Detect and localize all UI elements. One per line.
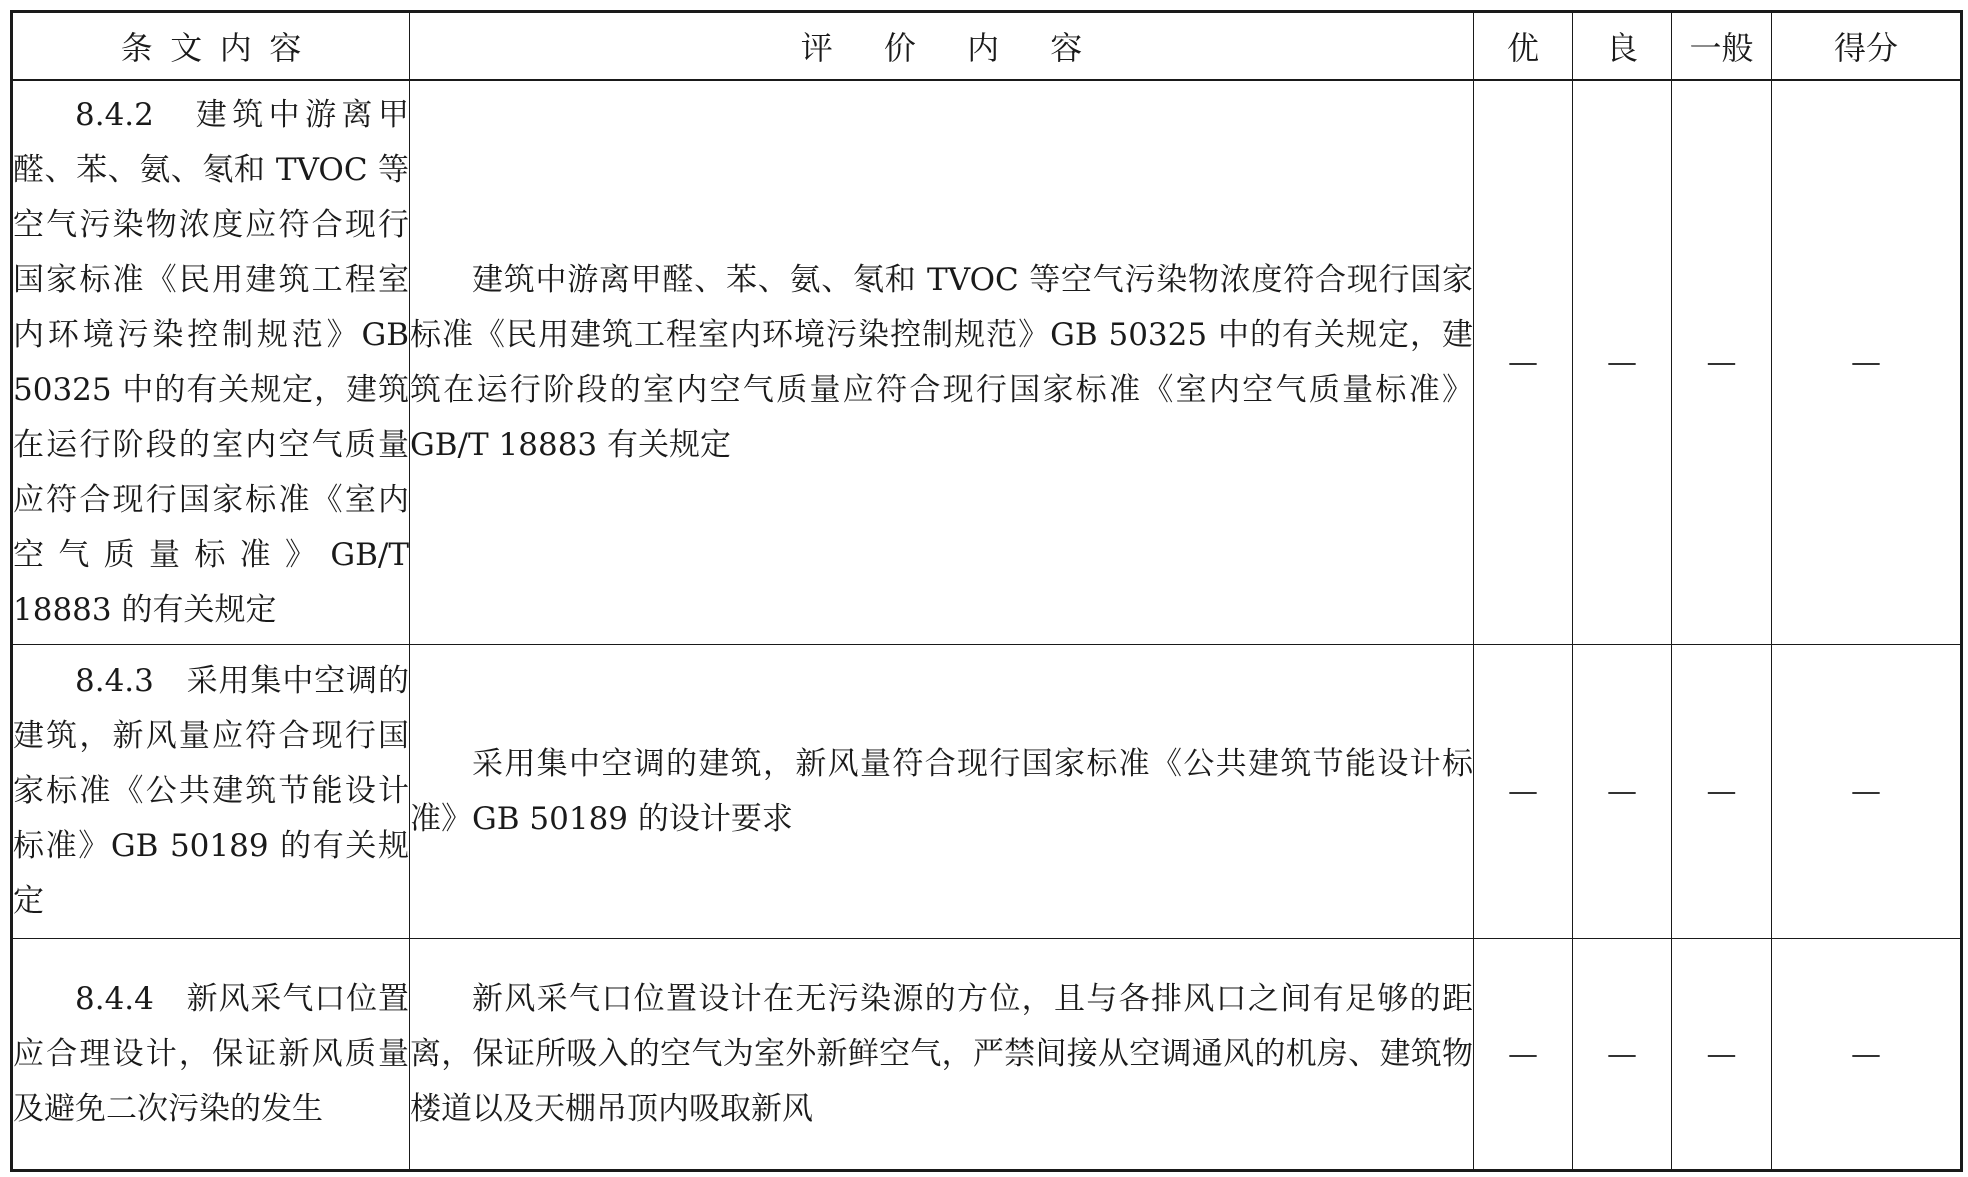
table-row xyxy=(12,80,1962,645)
table-row xyxy=(12,645,1962,939)
content-cell: 新风采气口位置设计在无污染源的方位，且与各排风口之间有足够的距离，保证所吸入的空气为室外新鲜空气，严禁间接从空调通风的机房、建筑物楼道以及天棚吊顶内吸取新风 xyxy=(410,939,1474,1171)
average-cell: — xyxy=(1672,939,1772,1171)
clause-cell: 8.4.3 采用集中空调的建筑，新风量应符合现行国家标准《公共建筑节能设计标准》GB 50189 的有关规定 xyxy=(12,645,410,939)
header-score: 得分 xyxy=(1772,12,1962,81)
content-cell: 建筑中游离甲醛、苯、氨、氡和 TVOC 等空气污染物浓度符合现行国家标准《民用建筑工程室内环境污染控制规范》GB 50325 中的有关规定，建筑在运行阶段的室内空气质量应符合现行国家标准《室内空气质量标准》GB/T 18883 有关规定 xyxy=(410,80,1474,645)
table-header xyxy=(12,12,1962,81)
content-cell: 采用集中空调的建筑，新风量符合现行国家标准《公共建筑节能设计标准》GB 50189 的设计要求 xyxy=(410,645,1474,939)
excellent-cell: — xyxy=(1474,939,1573,1171)
header-clause-label: 条文内容 xyxy=(120,29,319,67)
clause-cell: 8.4.4 新风采气口位置应合理设计，保证新风质量及避免二次污染的发生 xyxy=(12,939,410,1171)
header-good: 良 xyxy=(1573,12,1672,81)
header-evaluation-label: 评价内容 xyxy=(800,29,1134,67)
table-row xyxy=(12,939,1962,1171)
header-average: 一般 xyxy=(1672,12,1772,81)
excellent-cell: — xyxy=(1474,80,1573,645)
header-row xyxy=(12,12,1962,81)
header-excellent: 优 xyxy=(1474,12,1573,81)
score-cell: — xyxy=(1772,939,1962,1171)
excellent-cell: — xyxy=(1474,645,1573,939)
header-evaluation xyxy=(410,12,1474,81)
score-cell: — xyxy=(1772,80,1962,645)
good-cell: — xyxy=(1573,645,1672,939)
average-cell: — xyxy=(1672,80,1772,645)
good-cell: — xyxy=(1573,80,1672,645)
score-cell: — xyxy=(1772,645,1962,939)
evaluation-table xyxy=(10,10,1963,1172)
table-body xyxy=(12,80,1962,1171)
header-clause xyxy=(12,12,410,81)
clause-cell: 8.4.2 建筑中游离甲醛、苯、氨、氡和 TVOC 等空气污染物浓度应符合现行国家标准《民用建筑工程室内环境污染控制规范》GB 50325 中的有关规定，建筑在运行阶段的室内空气质量应符合现行国家标准《室内空气质量标准》GB/T 18883 的有关规定 xyxy=(12,80,410,645)
average-cell: — xyxy=(1672,645,1772,939)
good-cell: — xyxy=(1573,939,1672,1171)
